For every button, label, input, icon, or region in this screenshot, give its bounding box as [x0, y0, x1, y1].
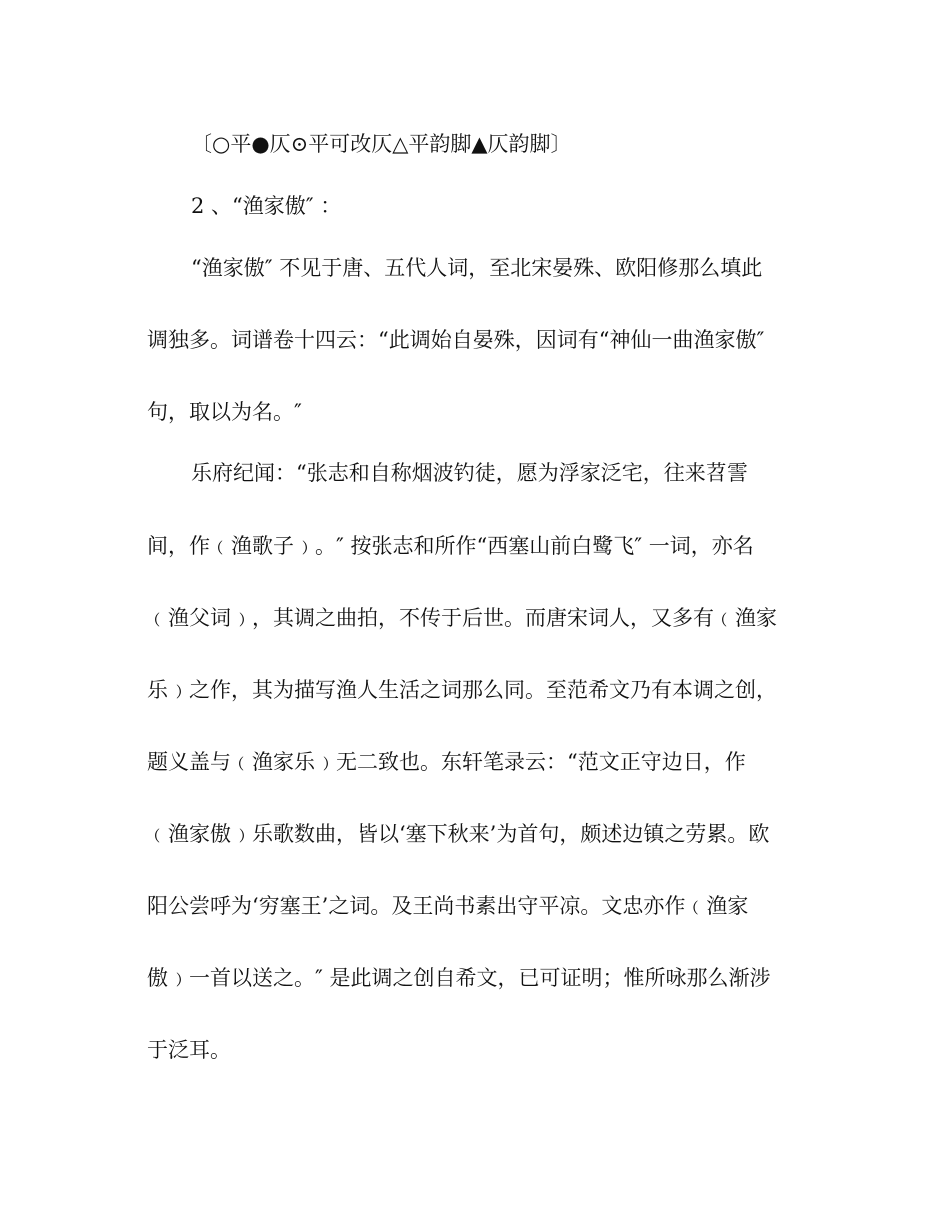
paragraph-line: ﹙渔家傲﹚乐歌数曲，皆以‘塞下秋来’为首句，颇述边镇之劳累。欧: [147, 822, 770, 846]
paragraph-line: 间，作﹙渔歌子﹚。″ 按张志和所作“西塞山前白鹭飞″ 一词，亦名: [147, 534, 754, 558]
paragraph-line: “渔家傲″ 不见于唐、五代人词，至北宋晏殊、欧阳修那么填此: [191, 256, 763, 280]
paragraph-line: 句，取以为名。″: [147, 400, 302, 424]
paragraph-line: 傲﹚一首以送之。″ 是此调之创自希文，已可证明；惟所咏那么渐涉: [147, 966, 771, 990]
paragraph-line: ﹙渔父词﹚，其调之曲拍，不传于后世。而唐宋词人，又多有﹙渔家: [147, 606, 777, 630]
section-heading: 2 、“渔家傲″ ：: [191, 194, 342, 218]
notation-legend: 〔○平●仄⊙平可改仄△平韵脚▲仄韵脚〕: [191, 132, 572, 156]
paragraph-line: 题义盖与﹙渔家乐﹚无二致也。东轩笔录云：“范文正守边日，作: [147, 750, 746, 774]
paragraph-line: 阳公尝呼为‘穷塞王’之词。及王尚书素出守平凉。文忠亦作﹙渔家: [147, 894, 749, 918]
paragraph-line: 调独多。词谱卷十四云：“此调始自晏殊，因词有“神仙一曲渔家傲″: [147, 328, 765, 352]
paragraph-line: 于泛耳。: [147, 1038, 231, 1062]
paragraph-line: 乐﹚之作，其为描写渔人生活之词那么同。至范希文乃有本调之创，: [147, 678, 777, 702]
paragraph-line: 乐府纪闻：“张志和自称烟波钓徒，愿为浮家泛宅，往来苕霅: [191, 461, 748, 485]
